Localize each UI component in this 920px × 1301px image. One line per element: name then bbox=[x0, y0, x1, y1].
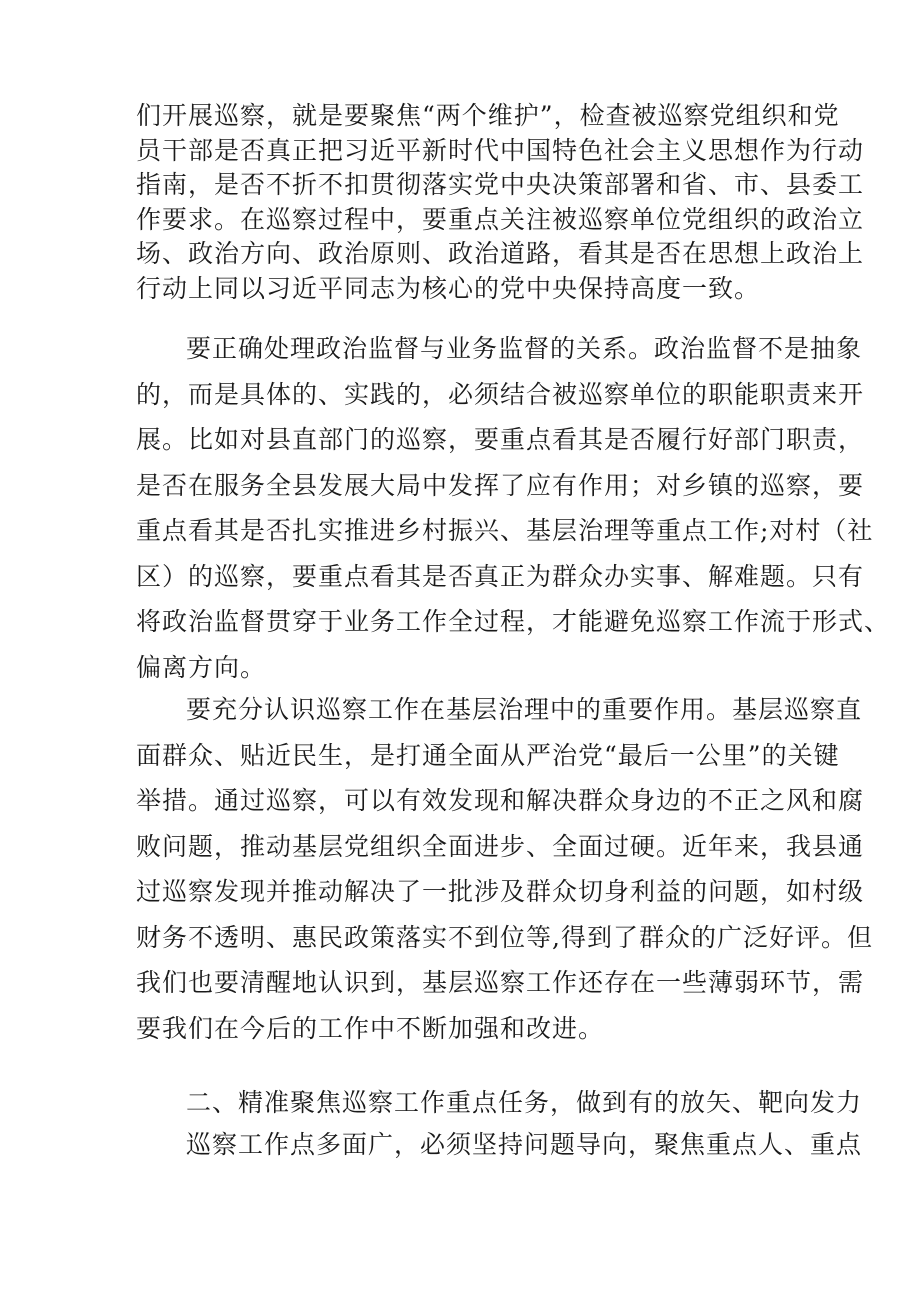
text-line: 要充分认识巡察工作在基层治理中的重要作用。基层巡察直 bbox=[186, 695, 863, 724]
text-line: 作要求。在巡察过程中，要重点关注被巡察单位党组织的政治立 bbox=[136, 204, 865, 234]
paragraph-problem-orientation bbox=[136, 1128, 863, 1163]
paragraph-political-vs-business-supervision bbox=[136, 326, 891, 690]
text-line: 区）的巡察，要重点看其是否真正为群众办实事、解难题。只有 bbox=[136, 561, 865, 591]
text-line: 指南，是否不折不扣贯彻落实党中央决策部署和省、市、县委工 bbox=[136, 170, 865, 199]
text-line: 展。比如对县直部门的巡察，要重点看其是否履行好部门职责， bbox=[136, 425, 865, 454]
text-line: 的，而是具体的、实践的，必须结合被巡察单位的职能职责来开 bbox=[136, 379, 865, 409]
text-line: 将政治监督贯穿于业务工作全过程，才能避免巡察工作流于形式、 bbox=[136, 607, 891, 636]
text-line: 行动上同以习近平同志为核心的党中央保持高度一致。 bbox=[136, 273, 761, 303]
text-line: 败问题，推动基层党组织全面进步、全面过硬。近年来，我县通 bbox=[136, 831, 865, 861]
section-heading-text: 二、精准聚焦巡察工作重点任务，做到有的放矢、靶向发力 bbox=[186, 1088, 863, 1117]
text-line: 员干部是否真正把习近平新时代中国特色社会主义思想作为行动 bbox=[136, 135, 865, 165]
text-line: 巡察工作点多面广，必须坚持问题导向，聚焦重点人、重点 bbox=[186, 1130, 863, 1159]
section-heading bbox=[136, 1086, 863, 1121]
text-line: 重点看其是否扎实推进乡村振兴、基层治理等重点工作;对村（社 bbox=[136, 516, 874, 545]
paragraph-grassroots-governance-role bbox=[136, 687, 873, 1051]
text-line: 过巡察发现并推动解决了一批涉及群众切身利益的问题，如村级 bbox=[136, 877, 865, 906]
paragraph-political-supervision-focus bbox=[136, 99, 865, 306]
text-line: 们开展巡察，就是要聚焦“两个维护”，检查被巡察党组织和党 bbox=[136, 101, 840, 130]
text-line: 财务不透明、惠民政策落实不到位等,得到了群众的广泛好评。但 bbox=[136, 922, 873, 952]
text-line: 是否在服务全县发展大局中发挥了应有作用；对乡镇的巡察，要 bbox=[136, 470, 865, 500]
text-line: 场、政治方向、政治原则、政治道路，看其是否在思想上政治上 bbox=[136, 239, 865, 268]
text-line: 偏离方向。 bbox=[136, 652, 267, 682]
text-line: 我们也要清醒地认识到，基层巡察工作还存在一些薄弱环节，需 bbox=[136, 968, 865, 997]
text-line: 要我们在今后的工作中不断加强和改进。 bbox=[136, 1013, 605, 1043]
text-line: 面群众、贴近民生，是打通全面从严治党“最后一公里”的关键 bbox=[136, 740, 840, 770]
text-line: 要正确处理政治监督与业务监督的关系。政治监督不是抽象 bbox=[186, 334, 863, 363]
text-line: 举措。通过巡察，可以有效发现和解决群众身边的不正之风和腐 bbox=[136, 786, 865, 815]
